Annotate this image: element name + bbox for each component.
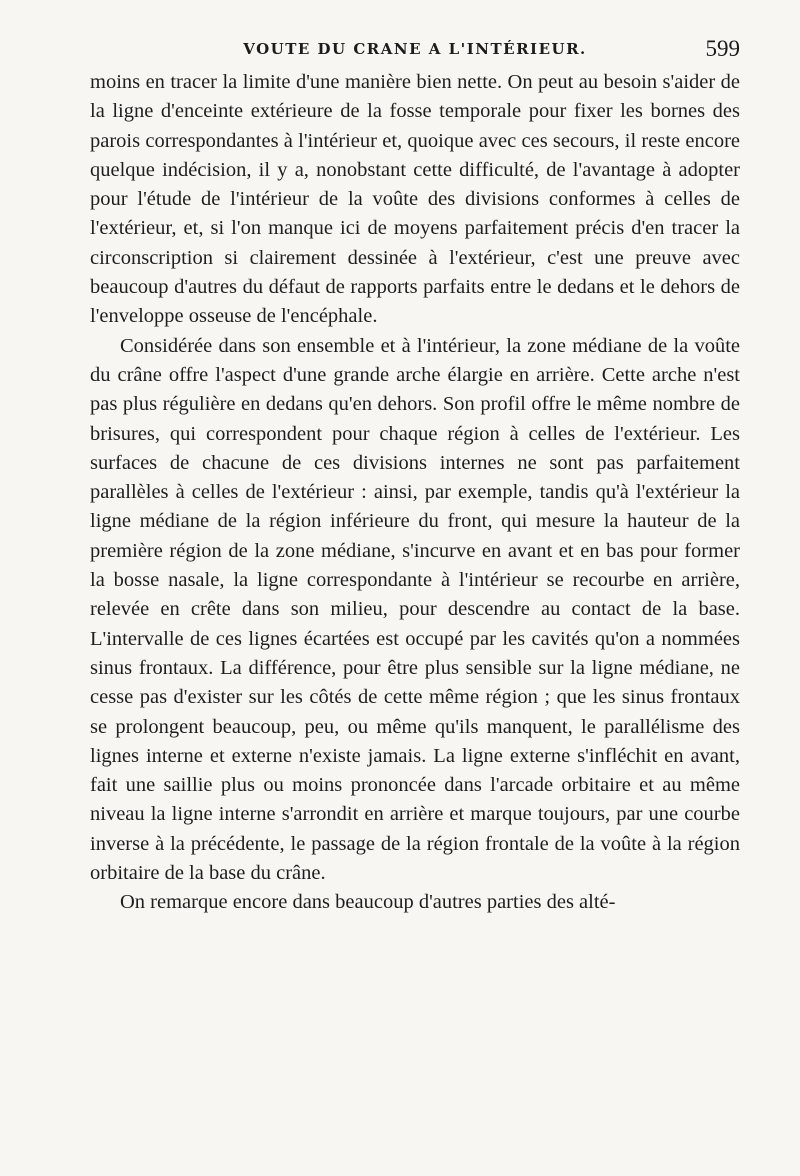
page-number: 599	[705, 36, 740, 61]
page-header	[90, 36, 740, 66]
running-head: VOUTE DU CRANE A L'INTÉRIEUR.	[243, 40, 587, 58]
body-text	[90, 68, 740, 918]
paragraph-continued: moins en tracer la limite d'une manière bien nette. On peut au besoin s'aider de la ligne d'enceinte extérieure de la fosse temporale pour fixer les bornes des parois correspondantes à l'intérieur et, quoique avec ces secours, il reste encore quelque indécision, il y a, nonobstant cette difficulté, de l'avantage à adopter pour l'étude de l'intérieur de la voûte des divisions conformes à celles de l'extérieur, et, si l'on manque ici de moyens parfaitement précis d'en tracer la circonscription si clairement dessinée à l'extérieur, c'est une preuve avec beaucoup d'autres du défaut de rapports parfaits entre le dedans et le dehors de l'enveloppe osseuse de l'encéphale.	[90, 71, 740, 328]
paragraph-zone-mediane: Considérée dans son ensemble et à l'intérieur, la zone médiane de la voûte du crâne offre l'aspect d'une grande arche élargie en arrière. Cette arche n'est pas plus régulière en dedans qu'en dehors. Son profil offre le même nombre de brisures, qui correspondent pour chaque région à celles de l'extérieur. Les surfaces de chacune de ces divisions internes ne sont pas parfaitement parallèles à celles de l'extérieur : ainsi, par exemple, tandis qu'à l'extérieur la ligne médiane de la région inférieure du front, qui mesure la hauteur de la première région de la zone médiane, s'incurve en avant et en bas pour former la bosse nasale, la ligne correspondante à l'intérieur se recourbe en arrière, relevée en crête dans son milieu, pour descendre au contact de la base. L'intervalle de ces lignes écartées est occupé par les cavités qu'on a nommées sinus frontaux. La différence, pour être plus sensible sur la ligne médiane, ne cesse pas d'exister sur les côtés de cette même région ; que les sinus frontaux se prolongent beaucoup, peu, ou même qu'ils manquent, le parallélisme des lignes interne et externe n'existe jamais. La ligne externe s'infléchit en avant, fait une saillie plus ou moins prononcée dans l'arcade orbitaire et au même niveau la ligne interne s'arrondit en arrière et marque toujours, par une courbe inverse à la précédente, le passage de la région frontale de la voûte à la région orbitaire de la base du crâne.	[90, 334, 740, 885]
paragraph-final: On remarque encore dans beaucoup d'autres parties des alté-	[120, 891, 616, 914]
